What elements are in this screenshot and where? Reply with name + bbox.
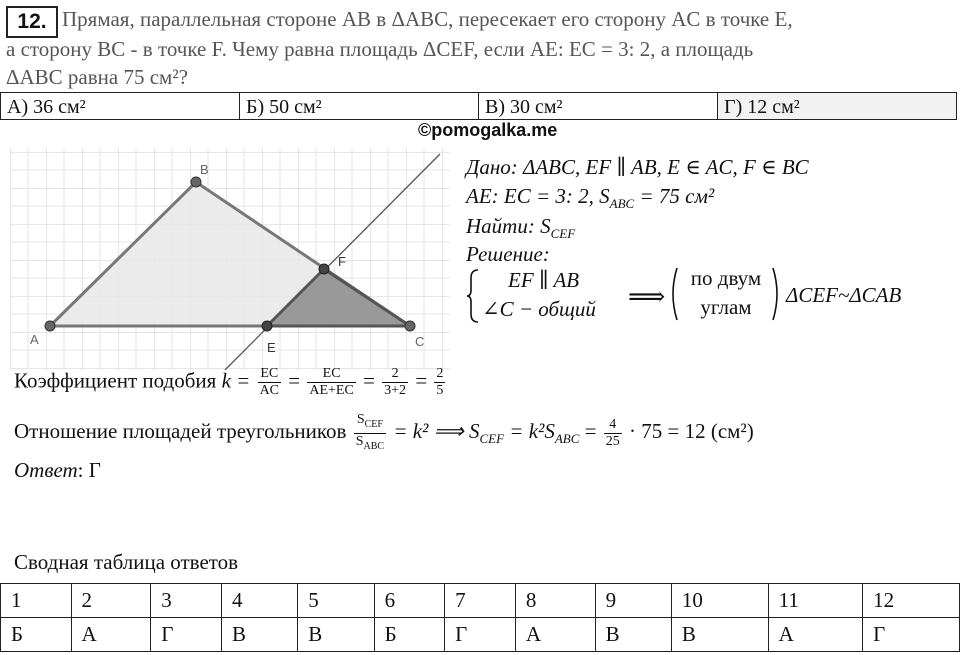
answer-choice-d[interactable]: Г) 12 см² (717, 92, 957, 120)
label-e: E (267, 340, 276, 355)
summary-answer: Г (445, 618, 516, 652)
summary-row-numbers (1, 584, 960, 618)
point-f (319, 264, 329, 274)
paren-text-2: углам (700, 295, 752, 319)
summary-number: 5 (298, 584, 374, 618)
summary-number: 7 (445, 584, 516, 618)
system-line-1: EF ∥ AB (508, 268, 580, 292)
summary-number: 4 (222, 584, 298, 618)
summary-answer: Б (374, 618, 445, 652)
label-b: B (200, 162, 209, 177)
summary-answer: А (71, 618, 151, 652)
summary-answer: В (595, 618, 671, 652)
answer-choice-a[interactable]: А) 36 см² (0, 92, 240, 120)
area-ratio-line: Отношение площадей треугольников $\frac{S_{CEF}}{S_{ABC}}$ = k² ⟹ $S_{CEF} = k^2S_{ABC}$ = $\frac{4}{25}$ · 75 = 12 (см²) (14, 412, 754, 452)
implies-arrow: ⟹ (628, 282, 666, 311)
summary-number: 12 (863, 584, 960, 618)
triangle-figure (10, 148, 450, 370)
summary-number: 8 (515, 584, 595, 618)
summary-number: 3 (151, 584, 222, 618)
summary-answer: Б (1, 618, 72, 652)
summary-row-answers (1, 618, 960, 652)
summary-title: Сводная таблица ответов (14, 550, 239, 574)
summary-answer: В (222, 618, 298, 652)
paren-right (772, 266, 782, 322)
summary-table (0, 583, 960, 652)
coefficient-line: Коэффициент подобия k = $\frac{EC}{AC}$ = $\frac{EC}{AE+EC}$ = $\frac{2}{3+2}$ = $\frac{2}{5}$ (14, 366, 444, 398)
problem-number: 12. (6, 6, 58, 38)
summary-answer: Г (151, 618, 222, 652)
summary-answer: А (768, 618, 863, 652)
point-a (45, 321, 55, 331)
problem-text-line3: ΔABC равна 75 см²? (6, 65, 188, 89)
summary-number: 11 (768, 584, 863, 618)
system-brace (466, 268, 480, 324)
paren-text-1: по двум (690, 266, 762, 290)
summary-answer: Г (863, 618, 960, 652)
paren-left (668, 266, 678, 322)
summary-answer: В (298, 618, 374, 652)
similar-triangles: ΔCEF~ΔCAB (786, 283, 902, 307)
problem-text-line1: Прямая, параллельная стороне AB в ΔABC, пересекает его сторону AC в точке E, (62, 7, 793, 31)
summary-number: 9 (595, 584, 671, 618)
summary-number: 6 (374, 584, 445, 618)
system-line-2: ∠C − общий (482, 297, 596, 321)
problem-text-line2: а сторону BC - в точке F. Чему равна площадь ΔCEF, если AE: EC = 3: 2, а площадь (6, 37, 754, 61)
answer-choices (0, 92, 960, 122)
summary-answer: А (515, 618, 595, 652)
final-answer: Ответ: Г (14, 458, 101, 482)
answer-choice-b[interactable]: Б) 50 см² (239, 92, 479, 120)
point-b (191, 177, 201, 187)
label-f: F (338, 254, 346, 269)
solution-label: Решение: (466, 242, 550, 266)
answer-choice-c[interactable]: В) 30 см² (478, 92, 718, 120)
given-line-1: Дано: ΔABC, EF ∥ AB, E ∈ AC, F ∈ BC (466, 155, 809, 179)
point-e (262, 321, 272, 331)
summary-number: 10 (671, 584, 768, 618)
label-c: C (415, 334, 425, 349)
given-line-2: AE: EC = 3: 2, $S_{ABC} = 75$ см² (466, 184, 715, 212)
point-c (405, 321, 415, 331)
summary-answer: В (671, 618, 768, 652)
label-a: A (30, 332, 39, 347)
summary-number: 2 (71, 584, 151, 618)
summary-number: 1 (1, 584, 72, 618)
find-line: Найти: $S_{CEF}$ (466, 214, 576, 242)
site-watermark: ©pomogalka.me (418, 120, 558, 140)
